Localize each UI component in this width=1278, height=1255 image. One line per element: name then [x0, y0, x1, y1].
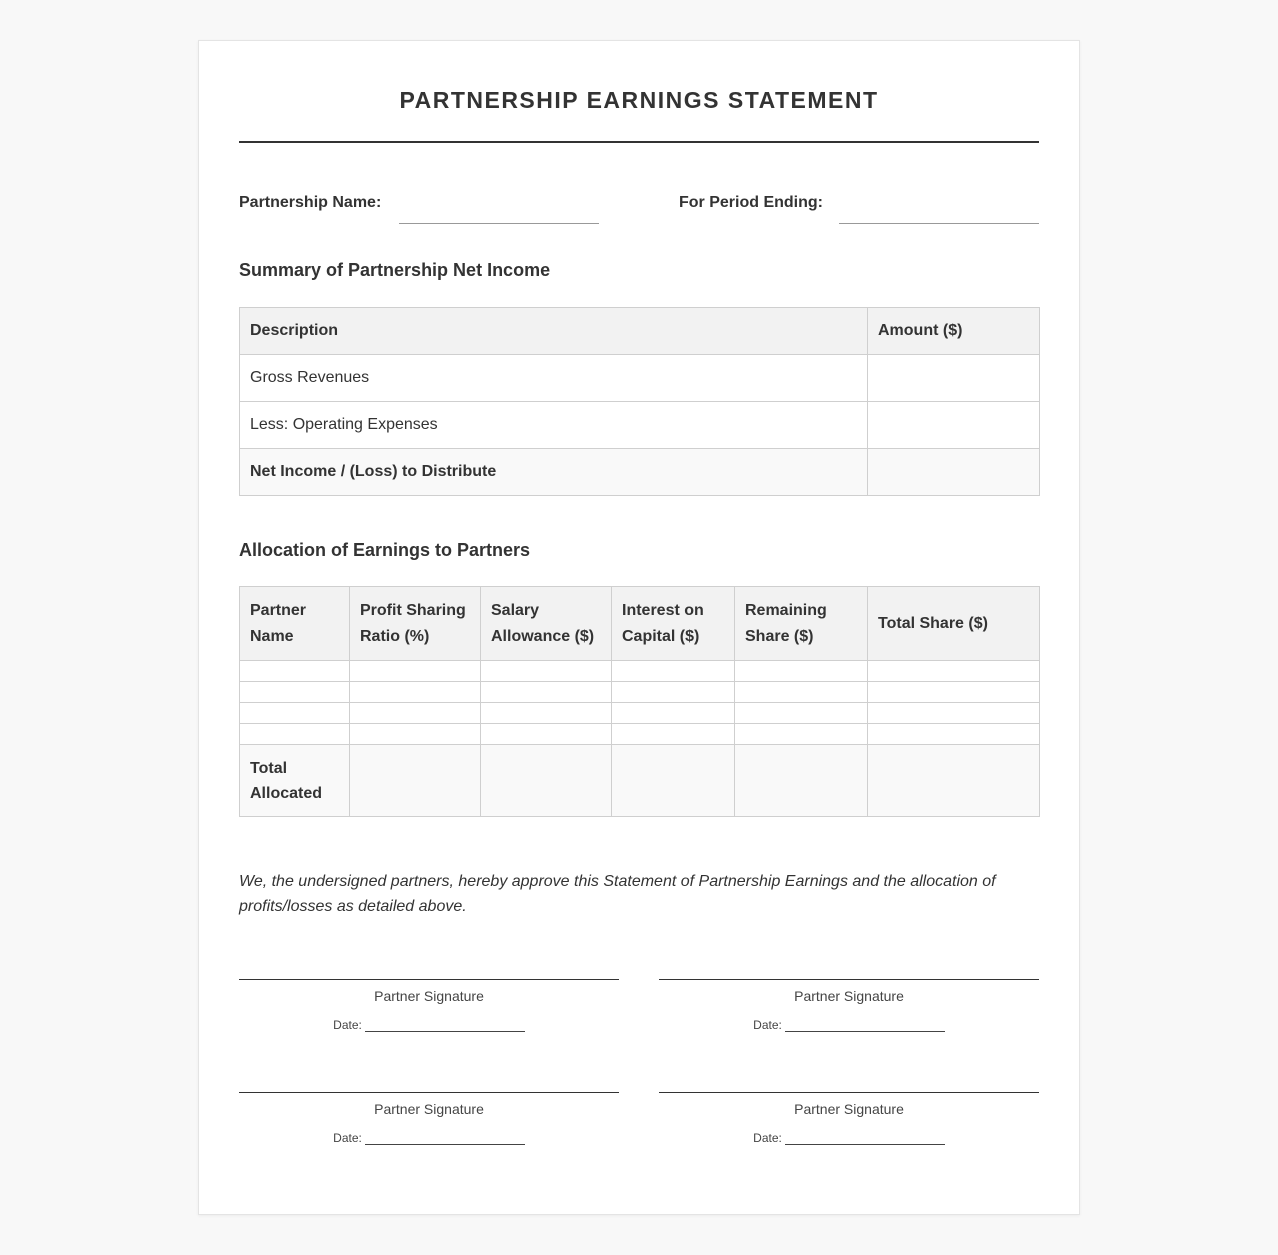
column-header-salary-allowance: Salary Allowance ($) [481, 587, 612, 661]
date-label: Date: [753, 1131, 782, 1145]
allocation-total-row [240, 745, 1040, 817]
signature-block [239, 1092, 619, 1145]
total-cell[interactable] [481, 745, 612, 817]
date-field[interactable] [785, 1133, 945, 1145]
column-header-remaining-share: Remaining Share ($) [735, 587, 868, 661]
signature-block [659, 1092, 1039, 1145]
period-ending-group [679, 193, 1039, 226]
statement-page [198, 40, 1080, 1215]
signature-label: Partner Signature [794, 1101, 904, 1117]
partnership-name-group [239, 193, 639, 226]
allocation-cell[interactable] [481, 724, 612, 745]
column-header-interest-on-capital: Interest on Capital ($) [612, 587, 735, 661]
allocation-row [240, 682, 1040, 703]
date-label: Date: [333, 1018, 362, 1032]
summary-table [239, 307, 1040, 496]
date-field[interactable] [365, 1020, 525, 1032]
allocation-cell[interactable] [868, 682, 1040, 703]
allocation-cell[interactable] [612, 724, 735, 745]
total-allocated-label: Total Allocated [240, 745, 350, 817]
total-cell[interactable] [735, 745, 868, 817]
allocation-cell[interactable] [868, 724, 1040, 745]
title-divider [239, 141, 1039, 143]
allocation-cell[interactable] [481, 703, 612, 724]
amount-cell[interactable] [868, 449, 1040, 496]
date-field[interactable] [365, 1133, 525, 1145]
header-fields [239, 193, 1039, 226]
allocation-header-row [240, 587, 1040, 661]
allocation-row [240, 703, 1040, 724]
total-cell[interactable] [612, 745, 735, 817]
signature-line[interactable] [659, 1092, 1039, 1093]
allocation-cell[interactable] [612, 703, 735, 724]
summary-row-net-income [240, 449, 1040, 496]
allocation-cell[interactable] [612, 661, 735, 682]
total-cell[interactable] [350, 745, 481, 817]
signature-label: Partner Signature [374, 1101, 484, 1117]
amount-cell[interactable] [868, 402, 1040, 449]
allocation-cell[interactable] [240, 661, 350, 682]
allocation-cell[interactable] [868, 661, 1040, 682]
allocation-cell[interactable] [735, 682, 868, 703]
approval-statement: We, the undersigned partners, hereby approve this Statement of Partnership Earnings and the allocation of profits/losses as detailed above. [239, 873, 996, 915]
allocation-cell[interactable] [735, 703, 868, 724]
summary-section-title: Summary of Partnership Net Income [239, 260, 551, 280]
allocation-cell[interactable] [240, 682, 350, 703]
allocation-table [239, 586, 1040, 817]
amount-cell[interactable] [868, 355, 1040, 402]
signature-date [239, 1018, 619, 1032]
column-header-total-share: Total Share ($) [868, 587, 1040, 661]
signature-line[interactable] [659, 979, 1039, 980]
row-description: Gross Revenues [240, 355, 868, 402]
signature-label: Partner Signature [794, 988, 904, 1004]
allocation-cell[interactable] [350, 724, 481, 745]
allocation-cell[interactable] [350, 682, 481, 703]
signature-date [239, 1131, 619, 1145]
column-header-profit-sharing-ratio: Profit Sharing Ratio (%) [350, 587, 481, 661]
column-header-amount: Amount ($) [868, 308, 1040, 355]
signature-label: Partner Signature [374, 988, 484, 1004]
allocation-cell[interactable] [612, 682, 735, 703]
summary-header-row [240, 308, 1040, 355]
allocation-row [240, 661, 1040, 682]
column-header-description: Description [240, 308, 868, 355]
allocation-row [240, 724, 1040, 745]
column-header-partner-name: Partner Name [240, 587, 350, 661]
signature-block [239, 979, 619, 1032]
signature-date [659, 1131, 1039, 1145]
summary-row-gross-revenues [240, 355, 1040, 402]
summary-row-operating-expenses [240, 402, 1040, 449]
period-ending-field[interactable] [839, 193, 1039, 224]
allocation-cell[interactable] [481, 661, 612, 682]
signature-line[interactable] [239, 979, 619, 980]
partnership-name-field[interactable] [399, 193, 599, 224]
signature-area [239, 979, 1039, 1145]
signature-date [659, 1018, 1039, 1032]
allocation-cell[interactable] [481, 682, 612, 703]
row-description: Net Income / (Loss) to Distribute [240, 449, 868, 496]
document-title: PARTNERSHIP EARNINGS STATEMENT [399, 87, 879, 113]
date-label: Date: [753, 1018, 782, 1032]
allocation-cell[interactable] [735, 661, 868, 682]
total-cell[interactable] [868, 745, 1040, 817]
allocation-cell[interactable] [735, 724, 868, 745]
signature-line[interactable] [239, 1092, 619, 1093]
allocation-body [240, 661, 1040, 817]
partnership-name-label: Partnership Name: [239, 194, 382, 211]
allocation-cell[interactable] [350, 703, 481, 724]
date-label: Date: [333, 1131, 362, 1145]
allocation-cell[interactable] [240, 703, 350, 724]
signature-block [659, 979, 1039, 1032]
row-description: Less: Operating Expenses [240, 402, 868, 449]
allocation-section-title: Allocation of Earnings to Partners [239, 540, 531, 560]
allocation-cell[interactable] [350, 661, 481, 682]
date-field[interactable] [785, 1020, 945, 1032]
period-ending-label: For Period Ending: [679, 194, 823, 211]
allocation-cell[interactable] [240, 724, 350, 745]
allocation-cell[interactable] [868, 703, 1040, 724]
